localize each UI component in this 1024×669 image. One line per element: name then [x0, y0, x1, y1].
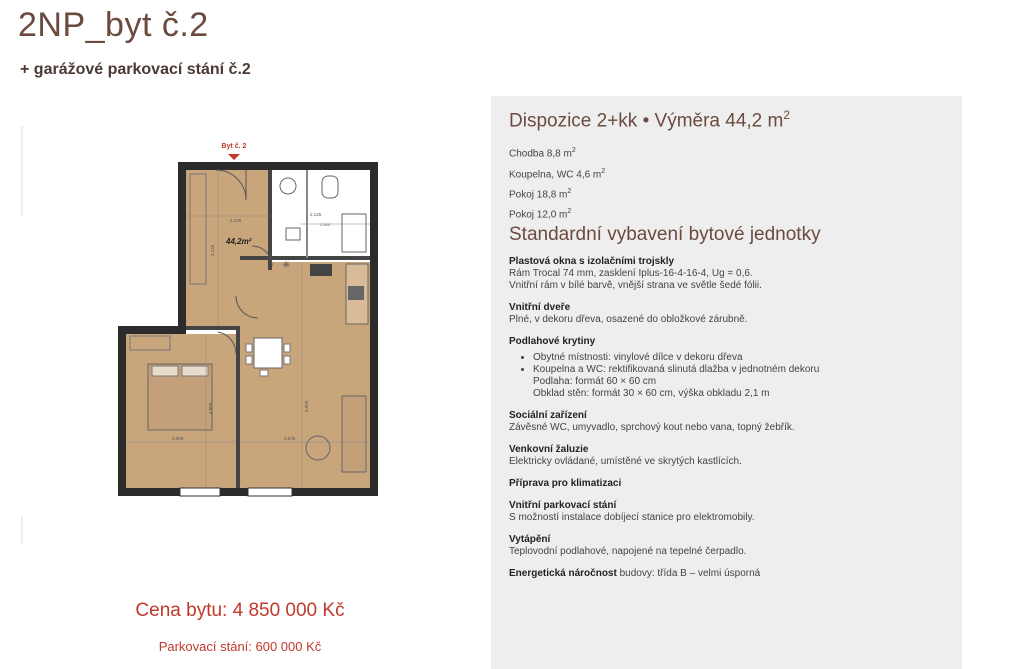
svg-text:3.000: 3.000 [172, 436, 184, 441]
svg-text:2.125: 2.125 [310, 212, 322, 217]
svg-text:3.575: 3.575 [284, 436, 296, 441]
area-label: 44,2m² [226, 237, 252, 246]
unit-marker-icon [228, 154, 240, 160]
feature-line: Elektricky ovládané, umístěné ve skrytých kastlících. [509, 455, 742, 467]
svg-text:4.125: 4.125 [210, 244, 215, 256]
room-name: Pokoj 12,0 m [509, 209, 568, 221]
room-item [509, 163, 944, 183]
feature-line: Závěsné WC, umyvadlo, sprchový kout nebo vana, topný žebřík. [509, 421, 795, 433]
feature-line: Teplovodní podlahové, napojené na tepelné čerpadlo. [509, 545, 747, 557]
room-name: Koupelna, WC 4,6 m [509, 168, 602, 180]
bed [148, 364, 212, 430]
room-item [509, 183, 944, 203]
feature-bullet [533, 364, 944, 400]
feature-line: Vnitřní rám v bílé barvě, vnější strana ve světle šedé fólii. [509, 279, 762, 291]
feature-title: Vytápění [509, 533, 551, 545]
feature-title: Příprava pro klimatizaci [509, 477, 622, 489]
page-title: 2NP_byt č.2 [18, 6, 209, 44]
svg-text:4.000: 4.000 [304, 400, 309, 412]
floor-plan-drawing [20, 96, 460, 546]
room-name: Chodba 8,8 m [509, 148, 572, 160]
feature-title: Vnitřní dveře [509, 301, 571, 313]
feature-heating [509, 534, 944, 558]
room-name: Pokoj 18,8 m [509, 189, 568, 201]
room-sup: 2 [567, 187, 572, 195]
svg-text:2.500: 2.500 [320, 222, 331, 227]
feature-title: Venkovní žaluzie [509, 443, 589, 455]
room-item [509, 203, 944, 223]
feature-parking [509, 500, 944, 524]
feature-bullet: • Obytné místnosti: vinylové dílce v dekoru dřeva [533, 352, 944, 364]
standard-heading: Standardní vybavení bytové jednotky [509, 223, 821, 245]
page-subtitle: + garážové parkovací stání č.2 [20, 61, 251, 78]
svg-text:2.125: 2.125 [230, 218, 242, 223]
disposition-text: Dispozice 2+kk • Výměra 44,2 m [509, 110, 784, 132]
details-panel [491, 96, 962, 669]
feature-title: Vnitřní parkovací stání [509, 499, 617, 511]
feature-bullets [509, 352, 944, 400]
room-item [509, 142, 944, 162]
energy-value: budovy: třída B – velmi úsporná [616, 567, 761, 579]
unit-marker-label: Byt č. 2 [221, 143, 247, 150]
disposition-sup: 2 [783, 108, 791, 122]
svg-text:✳: ✳ [282, 260, 291, 271]
feature-title: Sociální zařízení [509, 409, 587, 421]
feature-subline: Obklad stěn: formát 30 × 60 cm, výška obkladu 2,1 m [533, 387, 770, 399]
feature-flooring [509, 336, 944, 400]
feature-line: Rám Trocal 74 mm, zasklení Iplus-16-4-16-4, Ug = 0,6. [509, 267, 753, 279]
feature-blinds [509, 444, 944, 468]
feature-ac [509, 478, 944, 490]
feature-doors [509, 302, 944, 326]
feature-line: Plné, v dekoru dřeva, osazené do obložkové zárubně. [509, 313, 748, 325]
feature-title: Podlahové krytiny [509, 335, 596, 347]
room-list [509, 142, 944, 223]
feature-bullet-text: Koupelna a WC: rektifikovaná slinutá dlažba v jednotném dekoru [533, 363, 820, 375]
room-sup: 2 [567, 208, 572, 216]
parking-price: Parkovací stání: 600 000 Kč [158, 639, 322, 654]
feature-subline: Podlaha: formát 60 × 60 cm [533, 375, 657, 387]
feature-title: Plastová okna s izolačními trojskly [509, 255, 675, 267]
feature-line: S možností instalace dobíjecí stanice pro elektromobily. [509, 511, 755, 523]
energy-label: Energetická náročnost [509, 567, 617, 579]
room-sup: 2 [571, 147, 576, 155]
feature-windows [509, 256, 944, 292]
floor-plan [20, 96, 460, 546]
apartment-price: Cena bytu: 4 850 000 Kč [135, 600, 345, 621]
room-sup: 2 [601, 167, 606, 175]
disposition-heading [509, 108, 944, 132]
feature-sanitary [509, 410, 944, 434]
svg-text:4.000: 4.000 [208, 402, 213, 414]
energy-rating [509, 568, 944, 579]
